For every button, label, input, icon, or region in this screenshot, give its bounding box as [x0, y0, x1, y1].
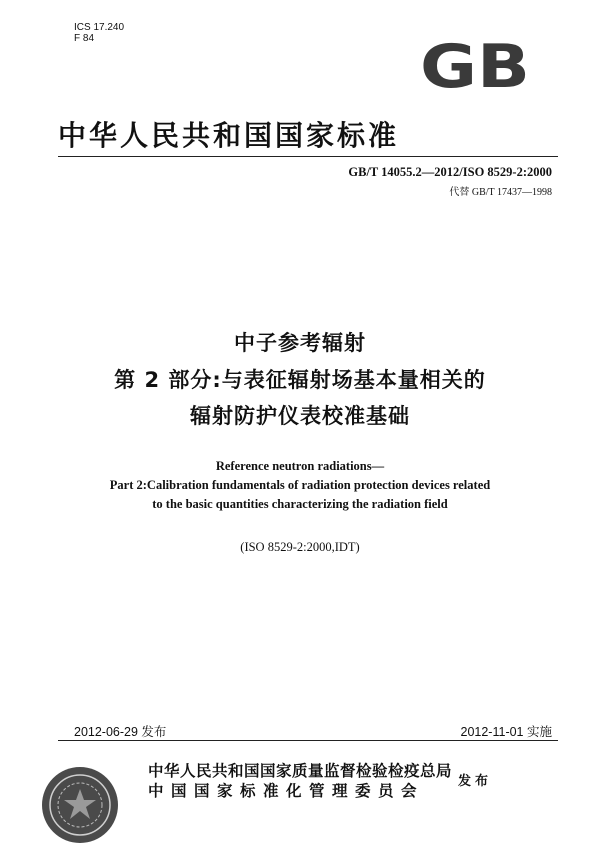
footer-divider — [58, 740, 558, 741]
official-seal-icon — [40, 765, 120, 845]
gb-logo — [418, 38, 532, 90]
publisher-aqsiq: 中华人民共和国国家质量监督检验检疫总局 — [148, 762, 453, 780]
title-en-line-2: Part 2:Calibration fundamentals of radiation protection devices related — [109, 478, 491, 492]
title-en-line-1: Reference neutron radiations— — [215, 459, 385, 473]
standard-category-title: 中华人民共和国国家标准 — [58, 119, 400, 152]
title-en-line-3: to the basic quantities characterizing the radiation field — [152, 497, 448, 511]
ics-code-block — [74, 22, 124, 44]
title-cn-line-1: 中子参考辐射 — [234, 331, 366, 355]
gb-logo-text: GB — [420, 38, 530, 90]
issue-date: 2012-06-29 发布 — [74, 725, 167, 739]
header-divider — [58, 156, 558, 157]
title-cn-line-3: 辐射防护仪表校准基础 — [190, 404, 410, 428]
publish-label: 发布 — [458, 774, 493, 789]
iso-equivalence: (ISO 8529-2:2000,IDT) — [240, 540, 360, 554]
implementation-date: 2012-11-01 实施 — [460, 725, 552, 739]
ics-code: ICS 17.240 — [74, 22, 125, 33]
replaced-standard: 代替 GB/T 17437—1998 — [449, 187, 552, 198]
standard-number: GB/T 14055.2—2012/ISO 8529-2:2000 — [348, 165, 552, 179]
title-cn-line-2: 第 2 部分:与表征辐射场基本量相关的 — [114, 368, 486, 392]
ccs-code: F 84 — [74, 33, 95, 44]
publisher-sac: 中国国家标准化管理委员会 — [148, 782, 425, 800]
